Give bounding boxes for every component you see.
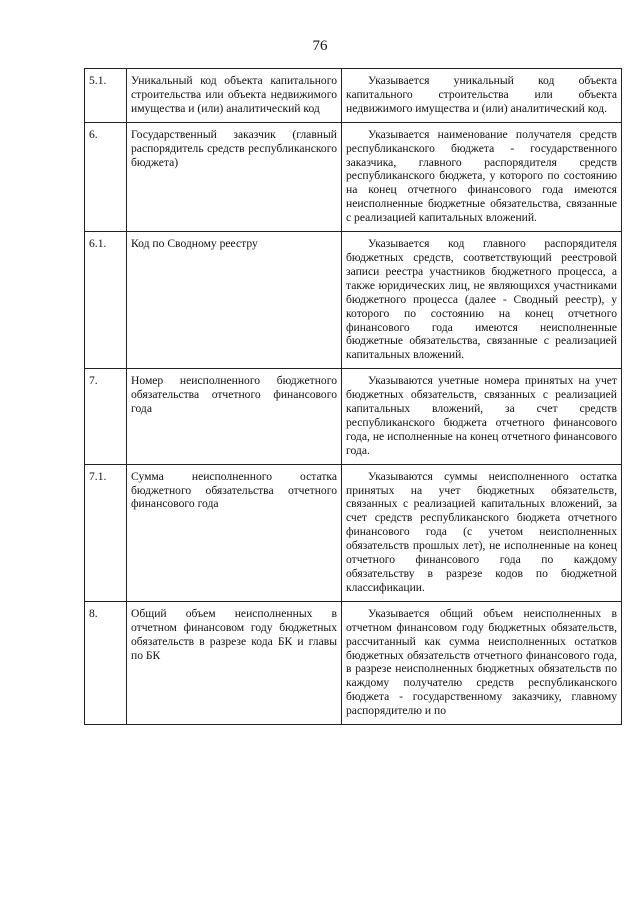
field-name: Код по Сводному реестру <box>127 232 342 369</box>
row-number: 8. <box>85 601 127 724</box>
field-description: Указывается уникальный код объекта капитального строительства или объекта недвижимого имущества и (или) аналитический код. <box>342 69 622 123</box>
field-name: Номер неисполненного бюджетного обязательства отчетного финансового года <box>127 369 342 464</box>
field-description: Указывается общий объем неисполненных в отчетном финансовом году бюджетных обязательств, рассчитанный как сумма неисполненных остатков бюджетных обязательств отчетного финансового года, в разрезе неисполненных бюджетных обязательств по каждому получателю средств республиканского бюджета - государственному заказчику, главному распорядителю и по <box>342 601 622 724</box>
table-row <box>85 232 622 369</box>
table-row <box>85 464 622 601</box>
field-name: Сумма неисполненного остатка бюджетного обязательства отчетного финансового года <box>127 464 342 601</box>
table-row <box>85 122 622 231</box>
page-number: 76 <box>312 38 328 54</box>
field-name: Государственный заказчик (главный распорядитель средств республиканского бюджета) <box>127 122 342 231</box>
field-name: Уникальный код объекта капитального строительства или объекта недвижимого имущества и (или) аналитический код <box>127 69 342 123</box>
field-description: Указывается наименование получателя средств республиканского бюджета - государственного заказчика, главного распорядителя средств республиканского бюджета, у которого по состоянию на конец отчетного финансового года имеются неисполненные бюджетные обязательства, связанные с реализацией капитальных вложений. <box>342 122 622 231</box>
row-number: 7.1. <box>85 464 127 601</box>
field-name: Общий объем неисполненных в отчетном финансовом году бюджетных обязательств в разрезе кода БК и главы по БК <box>127 601 342 724</box>
row-number: 7. <box>85 369 127 464</box>
field-description: Указывается код главного распорядителя бюджетных средств, соответствующий реестровой записи реестра участников бюджетного процесса, а также юридических лиц, не являющихся участниками бюджетного процесса (далее - Сводный реестр), у которого по состоянию на конец отчетного финансового года имеются неисполненные бюджетные обязательства, связанные с реализацией капитальных вложений. <box>342 232 622 369</box>
field-description: Указываются суммы неисполненного остатка принятых на учет бюджетных обязательств, связанных с реализацией капитальных вложений, за счет средств республиканского бюджета отчетного финансового года (с учетом неисполненных обязательств прошлых лет), не исполненные на конец отчетного финансового года по каждому обязательству в разрезе кодов по бюджетной классификации. <box>342 464 622 601</box>
row-number: 5.1. <box>85 69 127 123</box>
row-number: 6. <box>85 122 127 231</box>
document-table <box>84 68 622 725</box>
table-row <box>85 69 622 123</box>
field-description: Указываются учетные номера принятых на учет бюджетных обязательств, связанных с реализацией капитальных вложений, за счет средств республиканского бюджета отчетного финансового года, не исполненные на конец отчетного финансового года. <box>342 369 622 464</box>
table-row <box>85 369 622 464</box>
row-number: 6.1. <box>85 232 127 369</box>
table-row <box>85 601 622 724</box>
